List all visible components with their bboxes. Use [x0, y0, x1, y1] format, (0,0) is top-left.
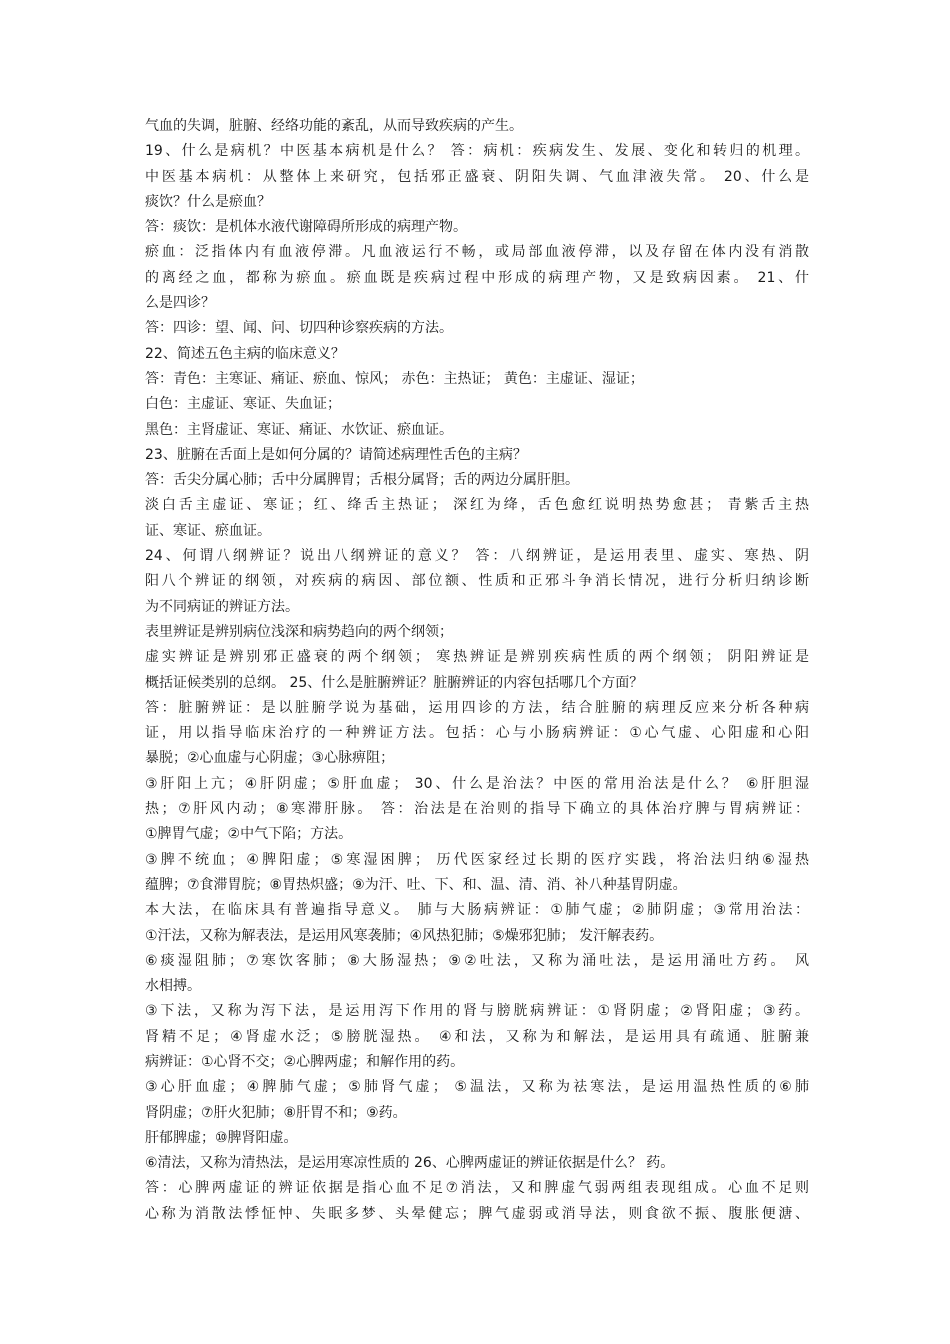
text-line: 答：四诊：望、闻、问、切四种诊察疾病的方法。	[145, 320, 453, 337]
text-line: 心称为消散法悸怔忡、失眠多梦、头晕健忘；脾气虚弱或消导法，则食欲不振、腹胀便溏、	[145, 1205, 809, 1222]
text-line: 答：脏腑辨证：是以脏腑学说为基础，运用四诊的方法，结合脏腑的病理反应来分析各种病	[145, 699, 809, 716]
text-line: 暴脱；②心血虚与心阴虚；③心脉痹阻；	[145, 750, 395, 767]
text-line: 气血的失调，脏腑、经络功能的紊乱，从而导致疾病的产生。	[145, 118, 523, 134]
text-line: 病辨证：①心肾不交；②心脾两虚；和解作用的药。	[145, 1053, 465, 1070]
text-line: 19、什么是病机？中医基本病机是什么？ 答：病机：疾病发生、发展、变化和转归的机理。	[145, 143, 809, 160]
text-line: ①脾胃气虚；②中气下陷；方法。	[145, 826, 353, 843]
text-line: 蕴脾；⑦食滞胃脘；⑧胃热炽盛；⑨为汗、吐、下、和、温、清、消、补八种基胃阴虚。	[145, 876, 687, 893]
text-line: 答：舌尖分属心肺；舌中分属脾胃；舌根分属肾；舌的两边分属肝胆。	[145, 472, 579, 489]
text-line: 证、寒证、瘀血证。	[145, 522, 271, 539]
text-line: 痰饮？什么是瘀血？	[145, 193, 271, 210]
text-line: 证，用以指导临床治疗的一种辨证方法。包括：心与小肠病辨证：①心气虚、心阳虚和心阳	[145, 725, 809, 742]
text-line: ③下法，又称为泻下法，是运用泻下作用的肾与膀胱病辨证：①肾阴虚；②肾阳虚；③药。	[145, 1003, 809, 1020]
text-line: 虚实辨证是辨别邪正盛衰的两个纲领； 寒热辨证是辨别疾病性质的两个纲领； 阴阳辨证是	[145, 649, 809, 666]
text-line: 阳八个辨证的纲领，对疾病的病因、部位额、性质和正邪斗争消长情况，进行分析归纳诊断	[145, 573, 809, 590]
text-line: 概括证候类别的总纲。 25、什么是脏腑辨证？脏腑辨证的内容包括哪几个方面？	[145, 674, 644, 691]
text-line: 白色：主虚证、寒证、失血证；	[145, 396, 341, 413]
text-line: 为不同病证的辨证方法。	[145, 598, 299, 615]
text-line: ⑥痰湿阻肺；⑦寒饮客肺；⑧大肠湿热；⑨②吐法，又称为涌吐法，是运用涌吐方药。 风	[145, 952, 809, 969]
text-line: 中医基本病机：从整体上来研究，包括邪正盛衰、阴阳失调、气血津液失常。 20、什么是	[145, 168, 809, 185]
text-line: ③心肝血虚；④脾肺气虚；⑤肺肾气虚； ⑤温法，又称为祛寒法，是运用温热性质的⑥肺	[145, 1079, 809, 1096]
text-line: 本大法，在临床具有普遍指导意义。 肺与大肠病辨证：①肺气虚；②肺阴虚；③常用治法：	[145, 902, 809, 919]
text-line: ③脾不统血；④脾阳虚；⑤寒湿困脾； 历代医家经过长期的医疗实践，将治法归纳⑥湿热	[145, 851, 809, 868]
text-line: 热；⑦肝风内动；⑧寒滞肝脉。 答：治法是在治则的指导下确立的具体治疗脾与胃病辨证：	[145, 801, 809, 818]
document-page	[145, 114, 809, 1227]
text-line: 肝郁脾虚；⑩脾肾阳虚。	[145, 1129, 298, 1146]
text-line: 24、何谓八纲辨证？说出八纲辨证的意义？ 答：八纲辨证，是运用表里、虚实、寒热、阴	[145, 548, 809, 565]
text-line: 答：痰饮：是机体水液代谢障碍所形成的病理产物。	[145, 219, 467, 236]
text-line: ①汗法，又称为解表法，是运用风寒袭肺；④风热犯肺；⑤燥邪犯肺； 发汗解表药。	[145, 927, 664, 944]
text-line: 水相搏。	[145, 978, 201, 995]
text-line: 23、脏腑在舌面上是如何分属的？请简述病理性舌色的主病？	[145, 446, 527, 463]
text-line: 答：青色：主寒证、痛证、瘀血、惊风； 赤色：主热证； 黄色：主虚证、湿证；	[145, 370, 644, 387]
text-line: 黑色：主肾虚证、寒证、痛证、水饮证、瘀血证。	[145, 421, 453, 438]
text-line: 表里辨证是辨别病位浅深和病势趋向的两个纲领；	[145, 623, 453, 640]
text-line: 答：心脾两虚证的辨证依据是指心血不足⑦消法，又和脾虚气弱两组表现组成。心血不足则	[145, 1180, 809, 1197]
text-line: ⑥清法，又称为清热法，是运用寒凉性质的 26、心脾两虚证的辨证依据是什么？ 药。	[145, 1155, 675, 1172]
text-line: 瘀血：泛指体内有血液停滞。凡血液运行不畅，或局部血液停滞，以及存留在体内没有消散	[145, 244, 809, 261]
text-line: 淡白舌主虚证、寒证；红、绛舌主热证； 深红为绛，舌色愈红说明热势愈甚； 青紫舌主热	[145, 497, 809, 514]
text-line: 的离经之血，都称为瘀血。瘀血既是疾病过程中形成的病理产物，又是致病因素。 21、什	[145, 269, 809, 286]
text-line: 么是四诊？	[145, 295, 215, 312]
text-line: 22、简述五色主病的临床意义？	[145, 345, 345, 362]
text-line: ③肝阳上亢；④肝阴虚；⑤肝血虚； 30、什么是治法？中医的常用治法是什么？ ⑥肝胆湿	[145, 775, 809, 792]
text-line: 肾精不足；④肾虚水泛；⑤膀胱湿热。 ④和法，又称为和解法，是运用具有疏通、脏腑兼	[145, 1028, 809, 1045]
text-line: 肾阴虚；⑦肝火犯肺；⑧肝胃不和；⑨药。	[145, 1104, 407, 1121]
